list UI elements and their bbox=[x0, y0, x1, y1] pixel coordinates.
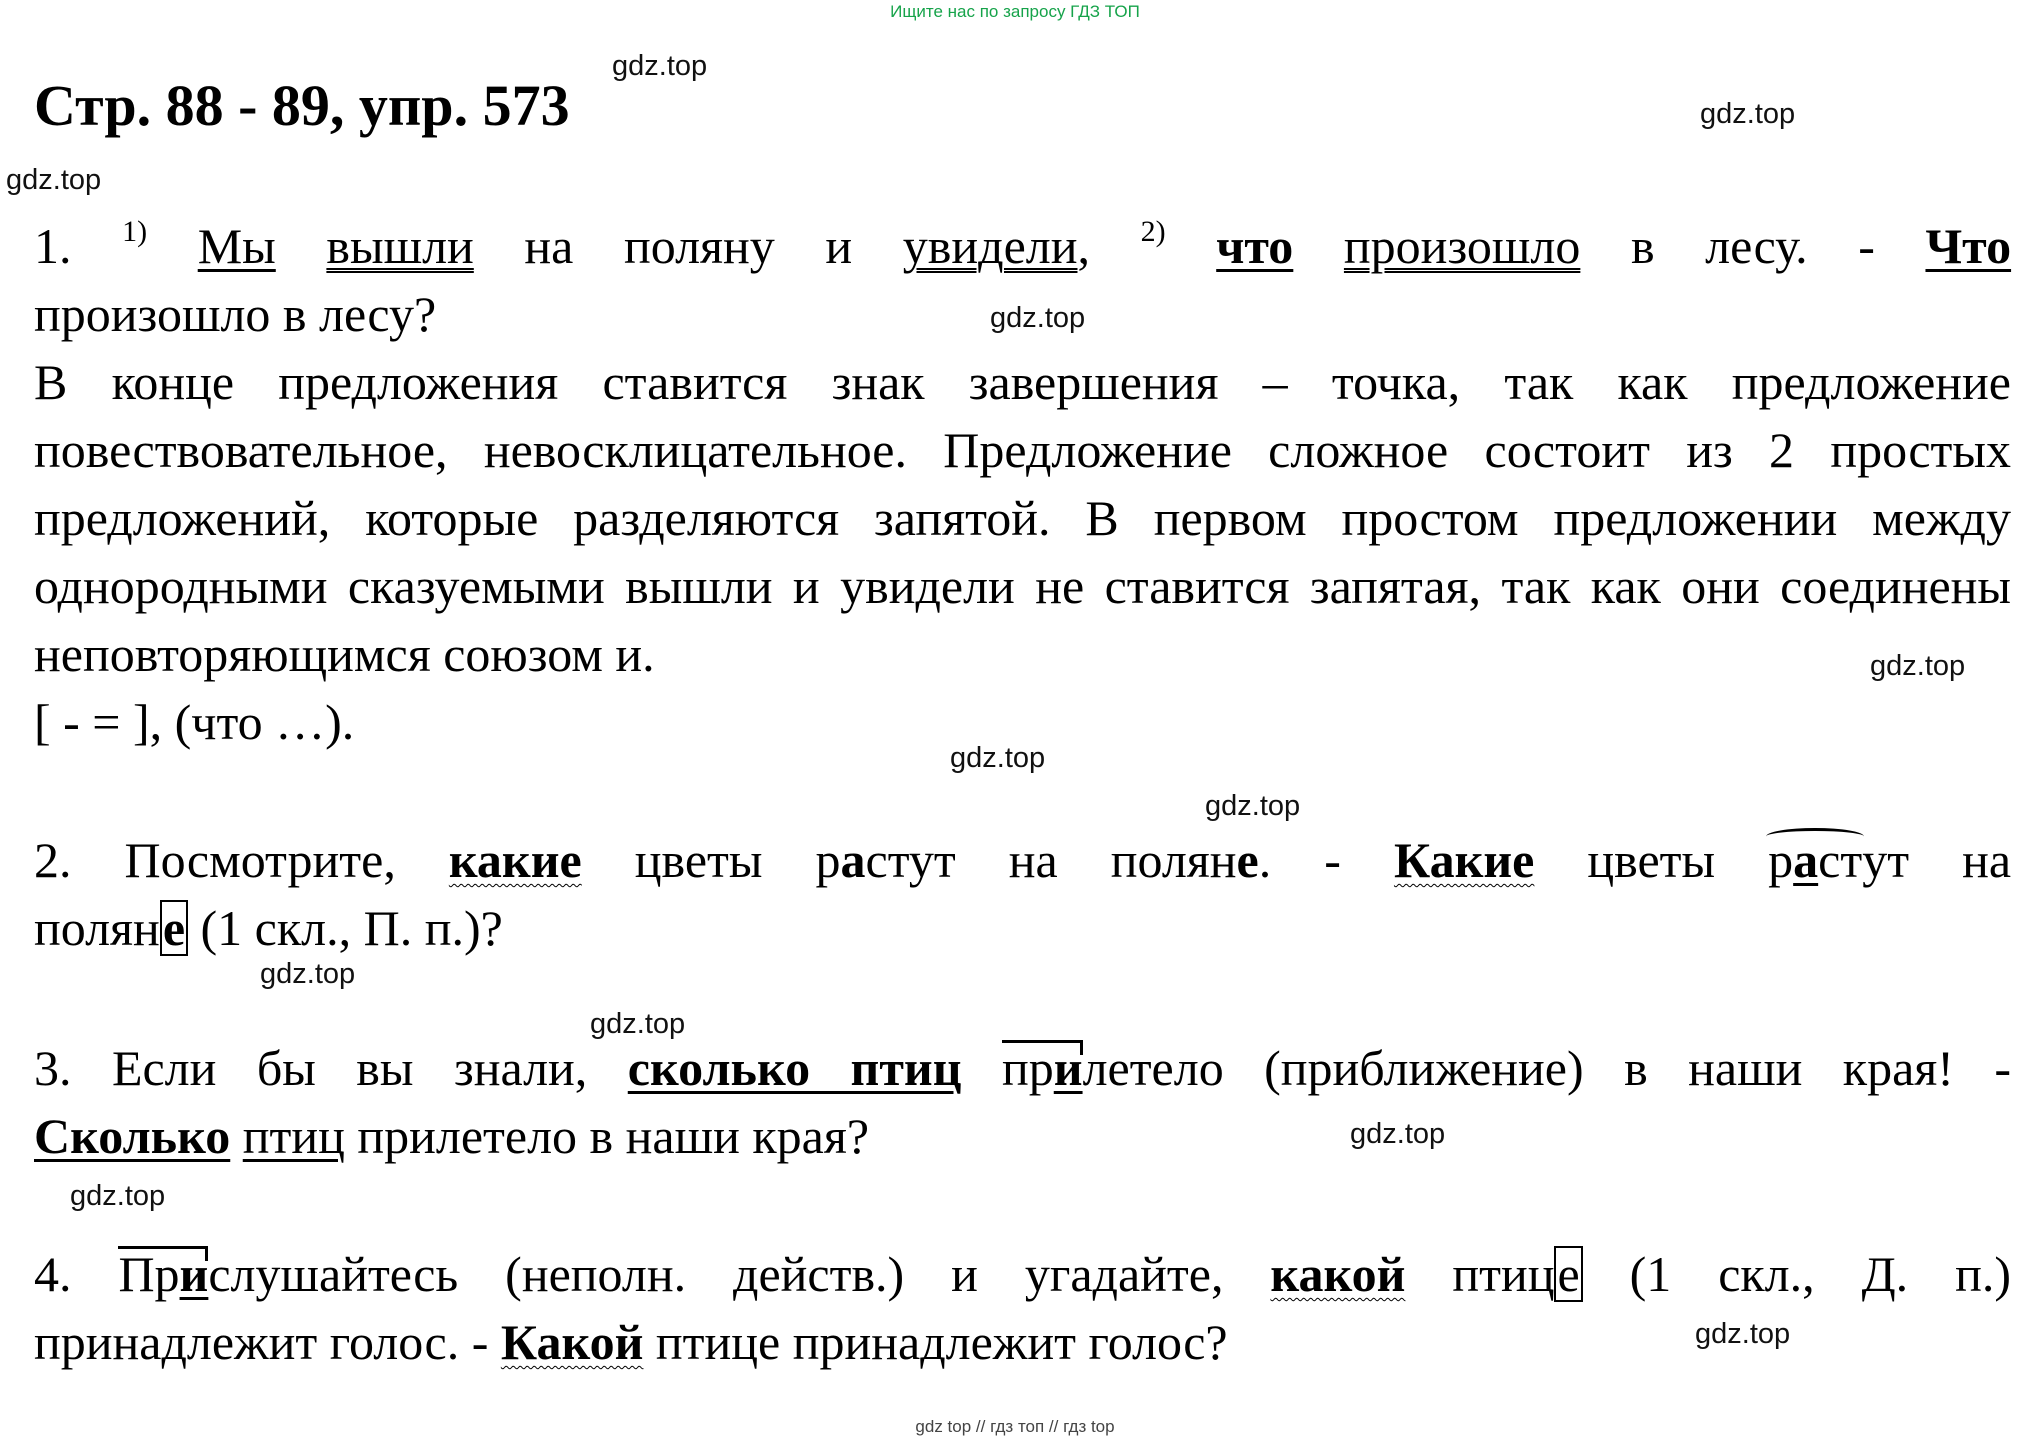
bold-word: Какой bbox=[500, 1314, 644, 1370]
prefix-vowel: и bbox=[1053, 1040, 1083, 1096]
bold-word: Сколько bbox=[34, 1108, 231, 1164]
watermark: gdz.top bbox=[1870, 650, 1966, 682]
text-segment: (1 скл., П. п.)? bbox=[188, 900, 503, 956]
watermark: gdz.top bbox=[990, 302, 1086, 334]
text-segment: прилетело в наши края? bbox=[357, 1108, 870, 1164]
prefix-letters: Пр bbox=[118, 1246, 180, 1302]
watermark: gdz.top bbox=[1350, 1118, 1446, 1150]
subject-word: Что bbox=[1925, 218, 2012, 274]
watermark: gdz.top bbox=[950, 742, 1046, 774]
ending-box: е bbox=[160, 900, 188, 956]
text-segment: (1 скл., Д. п.) bbox=[1582, 1246, 2012, 1302]
text-segment: принадлежит голос. - bbox=[34, 1314, 489, 1370]
item-1-explanation: В конце предложения ставится знак завершения – точка, так как предложение повествовательное, невосклицательное. Предложение сложное состоит из 2 простых предложений, которые разделяются запятой. В первом простом предложении между однородными сказуемыми вышли и увидели не ставится запятая, так как они соединены неповторяющимся союзом и. bbox=[34, 354, 2011, 682]
prefix-mark bbox=[1002, 1034, 1083, 1102]
text-segment: на поляну и bbox=[524, 218, 853, 274]
item-3-question bbox=[34, 1102, 2011, 1170]
bold-word: Какие bbox=[1393, 832, 1535, 888]
predicate-word: вышли bbox=[326, 218, 474, 274]
subject-word: Мы bbox=[197, 218, 276, 274]
text-segment: в лесу. - bbox=[1630, 218, 1875, 274]
root-vowel: а bbox=[1793, 832, 1819, 888]
bold-letter: е bbox=[1236, 832, 1259, 888]
text-segment: птице принадлежит голос? bbox=[655, 1314, 1228, 1370]
text-segment: летело (приближение) в наши края! - bbox=[1082, 1040, 2012, 1096]
item-2-sentence bbox=[34, 826, 2011, 894]
item-4-question bbox=[34, 1308, 2011, 1376]
item-number: 1. bbox=[34, 218, 72, 274]
text-segment: . - bbox=[1258, 832, 1341, 888]
text-segment: 3. Если бы вы знали, bbox=[34, 1040, 588, 1096]
watermark: gdz.top bbox=[1205, 790, 1301, 822]
text-segment: птиц bbox=[1452, 1246, 1555, 1302]
text-segment: р bbox=[815, 832, 841, 888]
prefix-vowel: и bbox=[179, 1246, 209, 1302]
text-segment: ут на bbox=[1862, 832, 2012, 888]
text-segment: 4. bbox=[34, 1246, 119, 1302]
punctuation: , bbox=[1077, 218, 1090, 274]
item-1-scheme: [ - = ], (что …). bbox=[34, 694, 355, 750]
item-1-question: произошло в лесу? bbox=[34, 286, 437, 342]
item-4-sentence bbox=[34, 1240, 2011, 1308]
root-letter: р bbox=[1768, 832, 1794, 888]
watermark: gdz.top bbox=[1700, 98, 1796, 130]
bold-phrase: сколько птиц bbox=[627, 1040, 962, 1096]
word-root-mark bbox=[1768, 826, 1862, 894]
root-letter: ст bbox=[1818, 832, 1863, 888]
subject-word: что bbox=[1216, 218, 1294, 274]
prefix-mark bbox=[118, 1240, 208, 1308]
bold-word: какой bbox=[1270, 1246, 1406, 1302]
text-segment: цветы bbox=[1587, 832, 1716, 888]
text-segment: 2. Посмотрите, bbox=[34, 832, 396, 888]
item-3-sentence bbox=[34, 1034, 2011, 1102]
bold-word: какие bbox=[448, 832, 582, 888]
watermark: gdz.top bbox=[260, 958, 356, 990]
page-title: Стр. 88 - 89, упр. 573 bbox=[34, 73, 570, 138]
text-segment: стут на полян bbox=[865, 832, 1237, 888]
text-segment: слушайтесь (неполн. действ.) и угадайте, bbox=[208, 1246, 1224, 1302]
text-segment: полян bbox=[34, 900, 160, 956]
watermark: gdz.top bbox=[70, 1180, 166, 1212]
watermark: gdz.top bbox=[1695, 1318, 1791, 1350]
watermark: gdz.top bbox=[590, 1008, 686, 1040]
prefix-letters: пр bbox=[1001, 1040, 1054, 1096]
predicate-word: произошло bbox=[1343, 218, 1581, 274]
bold-letter: а bbox=[840, 832, 866, 888]
underlined-word: птиц bbox=[242, 1108, 345, 1164]
clause-marker: 2) bbox=[1140, 215, 1166, 248]
header-note: Ищите нас по запросу ГДЗ ТОП bbox=[890, 2, 1140, 21]
text-segment: цветы bbox=[634, 832, 816, 888]
ending-box: е bbox=[1554, 1246, 1582, 1302]
predicate-word: увидели bbox=[902, 218, 1078, 274]
item-2-line-2 bbox=[34, 894, 2011, 962]
watermark: gdz.top bbox=[612, 50, 708, 82]
item-1-sentence bbox=[34, 212, 2011, 280]
footer-note: gdz top // гдз топ // гдз top bbox=[915, 1417, 1115, 1436]
clause-marker: 1) bbox=[122, 215, 148, 248]
watermark: gdz.top bbox=[6, 164, 102, 196]
